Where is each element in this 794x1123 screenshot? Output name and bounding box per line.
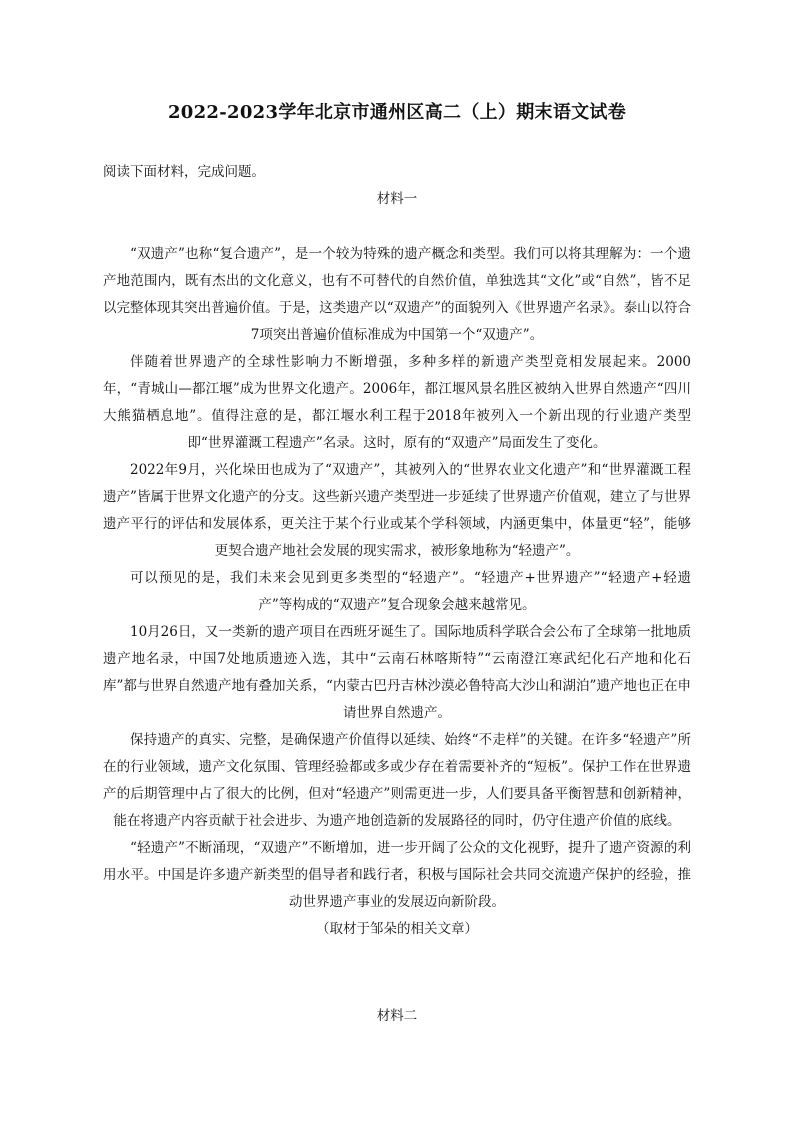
material-1-body: [103, 241, 691, 943]
paragraph: 伴随着世界遗产的全球性影响力不断增强，多种多样的新遗产类型竟相发展起来。2000年，“青城山—都江堰”成为世界文化遗产。2006年，都江堰风景名胜区被纳入世界自然遗产“四川大熊猫栖息地”。值得注意的是，都江堰水利工程于2018年被列入一个新出现的行业遗产类型即“世界灌溉工程遗产”名录。这时，原有的“双遗产”局面发生了变化。: [103, 354, 691, 451]
paragraph: 可以预见的是，我们未来会见到更多类型的“轻遗产”。“轻遗产+世界遗产”“轻遗产+轻遗产”等构成的“双遗产”复合现象会越来越常见。: [130, 570, 691, 613]
material-2-heading: 材料二: [376, 1008, 418, 1024]
source-citation: （取材于邹朵的相关文章）: [316, 921, 478, 937]
paragraph: “双遗产”也称“复合遗产”，是一个较为特殊的遗产概念和类型。我们可以将其理解为：一个遗产地范围内，既有杰出的文化意义，也有不可替代的自然价值，单独选其“文化”或“自然”，皆不足以完整体现其突出普遍价值。于是，这类遗产以“双遗产”的面貌列入《世界遗产名录》。泰山以符合7项突出普遍价值标准成为中国第一个“双遗产”。: [103, 246, 691, 343]
material-1-heading: 材料一: [376, 191, 418, 207]
document-title: 2022-2023学年北京市通州区高二（上）期末语文试卷: [167, 102, 627, 123]
paragraph: 保持遗产的真实、完整，是确保遗产价值得以延续、始终“不走样”的关键。在许多“轻遗产”所在的行业领域，遗产文化氛围、管理经验都或多或少存在着需要补齐的“短板”。保护工作在世界遗产的后期管理中占了很大的比例，但对“轻遗产”则需更进一步，人们要具备平衡智慧和创新精神，能在将遗产内容贡献于社会进步、为遗产地创造新的发展路径的同时，仍守住遗产价值的底线。: [103, 732, 691, 829]
paragraph: 10月26日，又一类新的遗产项目在西班牙诞生了。国际地质科学联合会公布了全球第一批地质遗产地名录，中国7处地质遗迹入选，其中“云南石林喀斯特”“云南澄江寒武纪化石产地和化石库”都与世界自然遗产地有叠加关系，“内蒙古巴丹吉林沙漠必鲁特高大沙山和湖泊”遗产地也正在申请世界自然遗产。: [103, 624, 691, 721]
paragraph: 2022年9月，兴化垛田也成为了“双遗产”，其被列入的“世界农业文化遗产”和“世界灌溉工程遗产”皆属于世界文化遗产的分支。这些新兴遗产类型进一步延续了世界遗产价值观，建立了与世界遗产平行的评估和发展体系，更关注于某个行业或某个学科领域，内涵更集中，体量更“轻”，能够更契合遗产地社会发展的现实需求，被形象地称为“轻遗产”。: [103, 462, 691, 559]
paragraph: “轻遗产”不断涌现，“双遗产”不断增加，进一步开阔了公众的文化视野，提升了遗产资源的利用水平。中国是许多遗产新类型的倡导者和践行者，积极与国际社会共同交流遗产保护的经验，推动世界遗产事业的发展迈向新阶段。: [103, 840, 691, 910]
instruction-text: 阅读下面材料，完成问题。: [103, 164, 265, 180]
